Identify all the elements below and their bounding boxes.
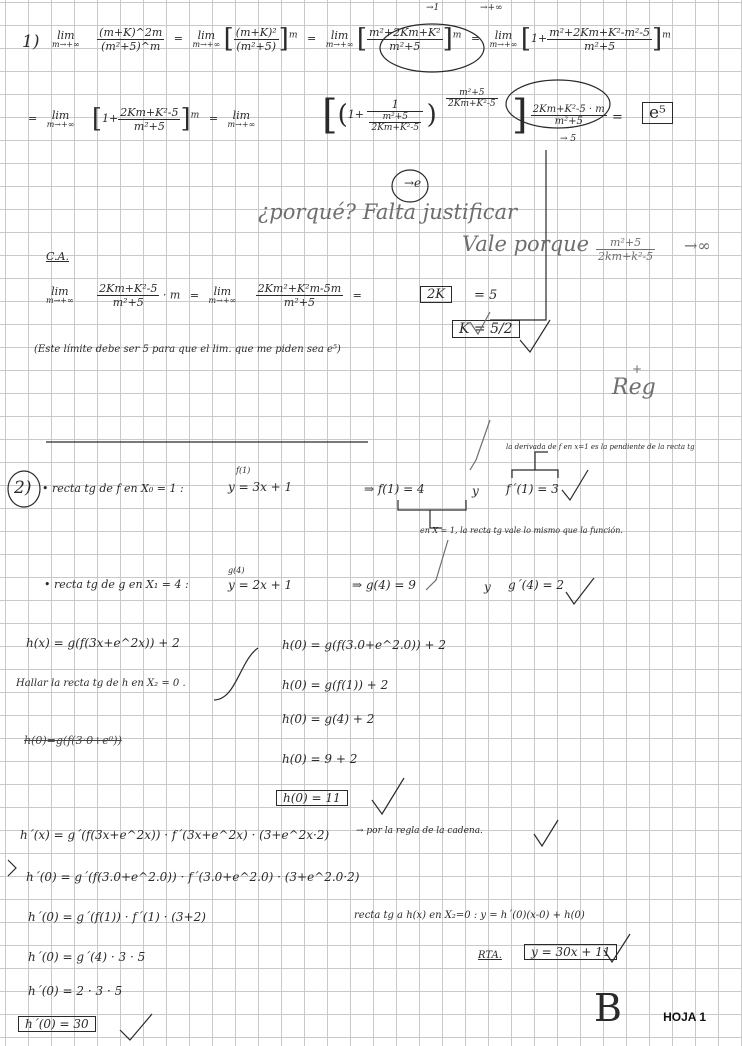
h-prime-definition: h´(x) = g´(f(3x+e^2x)) · f´(3x+e^2x) · (3+e^2x·2) xyxy=(20,828,330,842)
nested-fraction: $\frac{1}{\frac{\text{m²+5}}{\text{2Km+K²-5}}}$ xyxy=(367,98,423,133)
check-mark-aux xyxy=(470,312,490,334)
g-eq-annotation: g(4) xyxy=(228,566,245,575)
arrow-line-margin xyxy=(8,860,16,876)
fraction: $\frac{(m+K)\^{}2m}{\text{(m²+5)\textasciicircum{}m}}$ xyxy=(99,25,163,53)
limit-symbol: lim m→+∞ xyxy=(46,285,74,305)
h-calc-step-3: h(0) = g(4) + 2 xyxy=(282,712,375,726)
bracket-f-note-arrow xyxy=(430,510,442,528)
chain-rule-note: → por la regla de la cadena. xyxy=(356,826,483,836)
circled-arrow-e-mark xyxy=(392,170,428,202)
f-tangent-line-label: • recta tg de f en X₀ = 1 : xyxy=(42,482,184,495)
g-value: ⇒ g(4) = 9 xyxy=(352,578,416,592)
bracket-f-value xyxy=(398,500,466,510)
check-mark-h0 xyxy=(372,778,404,814)
check-mark-fvalue xyxy=(470,420,490,470)
fraction: $\frac{\text{m²+2Km+K²-m²-5}}{\text{m²+5}}$ xyxy=(549,25,651,53)
circled-fraction: $\frac{\text{m²+2Km+K²}}{\text{m²+5}}$ xyxy=(369,25,441,53)
inner-exponent: $\frac{\text{m²+5}}{\text{2Km+K²-5}}$ xyxy=(448,88,496,109)
g-tangent-line-label: • recta tg de g en X₁ = 4 : xyxy=(44,578,189,591)
teacher-grade-plus: + xyxy=(632,362,643,376)
outer-exponent: ] $\frac{\text{2Km+K²-5 · m}}{\text{m²+5}}$ xyxy=(512,92,605,138)
arrow-h-task xyxy=(214,648,258,700)
h-calc-step-1: h(0) = g(f(3.0+e^2.0)) + 2 xyxy=(282,638,446,652)
arrow-to-infinity-label: →+∞ xyxy=(480,3,503,13)
circled-exponent-mark xyxy=(506,80,610,128)
teacher-grade-b: B xyxy=(594,986,622,1030)
h-prime-step-2: h´(0) = g´(f(1)) · f´(1) · (3+2) xyxy=(28,910,206,924)
teacher-comment-fraction: $\frac{\text{m²+5}}{\text{2km+k²-5}}$ xyxy=(598,236,654,263)
limit-symbol: lim m→+∞ xyxy=(489,28,518,49)
aux-equals-five: = 5 xyxy=(474,288,498,303)
g-derivative-value: g´(4) = 2 xyxy=(508,578,564,592)
arrow-from-exponent xyxy=(490,150,546,320)
equals-sign: = xyxy=(612,110,623,125)
fraction: $\frac{\text{(m+K)²}}{\text{(m²+5)}}$ xyxy=(235,25,277,53)
limit-symbol: lim m→+∞ xyxy=(52,28,80,49)
crossed-out-work: h(0)=g(f(3·0+e⁰)) xyxy=(24,734,122,747)
limit-symbol: lim m→+∞ xyxy=(208,285,237,305)
limit-expression-2: = lim m→+∞ [1+ $\frac{\text{2Km+K²-5}}{\text{m²+5}}$ ]$^m$ = lim m→+∞ xyxy=(28,104,256,134)
exercise-2-circle xyxy=(8,471,40,507)
aux-2k-box: 2K xyxy=(420,286,452,303)
fraction: $\frac{\text{2Km+K²-5}}{\text{m²+5}}$ xyxy=(120,105,179,133)
answer-label: RTA. xyxy=(478,950,502,961)
arrow-to-one-label: →1 xyxy=(426,3,440,13)
limit-symbol: lim m→+∞ xyxy=(46,108,75,129)
check-mark-chain xyxy=(534,820,558,846)
limit-symbol: lim m→+∞ xyxy=(325,28,354,49)
arrow-derivative-note xyxy=(535,452,548,470)
h-prime-step-4: h´(0) = 2 · 3 · 5 xyxy=(28,984,123,998)
circled-fraction-mark xyxy=(380,24,484,72)
h-prime-result-box: h´(0) = 30 xyxy=(18,1016,96,1032)
arrow-to-five-label: → 5 xyxy=(560,134,577,144)
aux-limit-expression: lim m→+∞ $\frac{\text{2Km+K²-5}}{\text{m²+5}}$ · m = lim m→+∞ $\frac{\text{2Km²+K²m-5m}}{\text{m²+5}}$ = xyxy=(46,282,362,309)
h-prime-step-1: h´(0) = g´(f(3.0+e^2.0)) · f´(3.0+e^2.0) · (3+e^2.0·2) xyxy=(26,870,360,884)
page-footer: HOJA 1 xyxy=(663,1010,706,1024)
f-eq-annotation: f(1) xyxy=(236,466,251,475)
check-mark-k xyxy=(520,320,550,352)
h-calc-step-2: h(0) = g(f(1)) + 2 xyxy=(282,678,389,692)
check-mark-gvalue xyxy=(426,540,448,590)
f-value-note: en X = 1, la recta tg vale lo mismo que la función. xyxy=(420,526,623,535)
teacher-grade-reg: Reg xyxy=(612,375,656,400)
check-mark-f xyxy=(562,470,588,500)
tangent-line-formula: recta tg a h(x) en X₂=0 : y = h´(0)(x-0) + h(0) xyxy=(354,910,585,921)
check-mark-final xyxy=(120,1014,152,1040)
aux-note: (Este límite debe ser 5 para que el lim. que me piden sea e⁵) xyxy=(34,344,341,355)
result-e5-box: e⁵ xyxy=(642,102,673,124)
h-task: Hallar la recta tg de h en X₂ = 0 . xyxy=(16,678,186,689)
k-result-box: K = 5/2 xyxy=(452,320,520,338)
h-result-box: h(0) = 11 xyxy=(276,790,348,806)
exercise-1-number: 1) xyxy=(22,32,40,52)
aux-calc-label: C.A. xyxy=(46,250,69,263)
bracket-derivative xyxy=(512,470,558,478)
limit-symbol: lim m→+∞ xyxy=(227,108,256,129)
limit-symbol: lim m→+∞ xyxy=(192,28,221,49)
conjunction-y: y xyxy=(472,484,479,498)
f-tangent-equation: y = 3x + 1 xyxy=(228,480,293,494)
answer-box: y = 30x + 11 xyxy=(524,944,617,960)
teacher-comment-infinity: →∞ xyxy=(684,236,711,255)
conjunction-y: y xyxy=(484,580,491,594)
g-tangent-equation: y = 2x + 1 xyxy=(228,578,293,592)
arrow-to-e-label: →e xyxy=(404,176,422,190)
f-derivative-value: f´(1) = 3 xyxy=(506,482,559,496)
nested-limit-bracket: [(1+ $\frac{1}{\frac{\text{m²+5}}{\text{2Km+K²-5}}}$ ) xyxy=(322,92,437,138)
teacher-comment-vale: Vale porque xyxy=(462,232,590,256)
h-prime-step-3: h´(0) = g´(4) · 3 · 5 xyxy=(28,950,146,964)
exercise-2-number: 2) xyxy=(14,478,32,498)
h-calc-step-4: h(0) = 9 + 2 xyxy=(282,752,358,766)
teacher-comment-justify: ¿porqué? Falta justificar xyxy=(258,200,518,224)
check-mark-rta xyxy=(604,934,630,962)
h-definition: h(x) = g(f(3x+e^2x)) + 2 xyxy=(26,636,180,650)
f-derivative-note: la derivada de f en x=1 es la pendiente de la recta tg xyxy=(506,443,695,451)
limit-expression-1: lim m→+∞ $\frac{(m+K)\^{}2m}{\text{(m²+5)\textasciicircum{}m}}$ = lim m→+∞ [ $\frac{\text{(m+K)²}}{\text{(m²+5)}}$ ]$^m$ = lim m→+∞ [ $\frac{\text{m²+2Km+K²}}{\text{m²+5}}$ ]$^m$ = lim m→+∞ [1+ $\frac{\text{m²+2Km+K²-m²-5}}{\text{m²+5}}$ ]$^m$ xyxy=(52,24,671,54)
check-mark-g xyxy=(566,578,594,604)
f-value: ⇒ f(1) = 4 xyxy=(364,482,425,496)
